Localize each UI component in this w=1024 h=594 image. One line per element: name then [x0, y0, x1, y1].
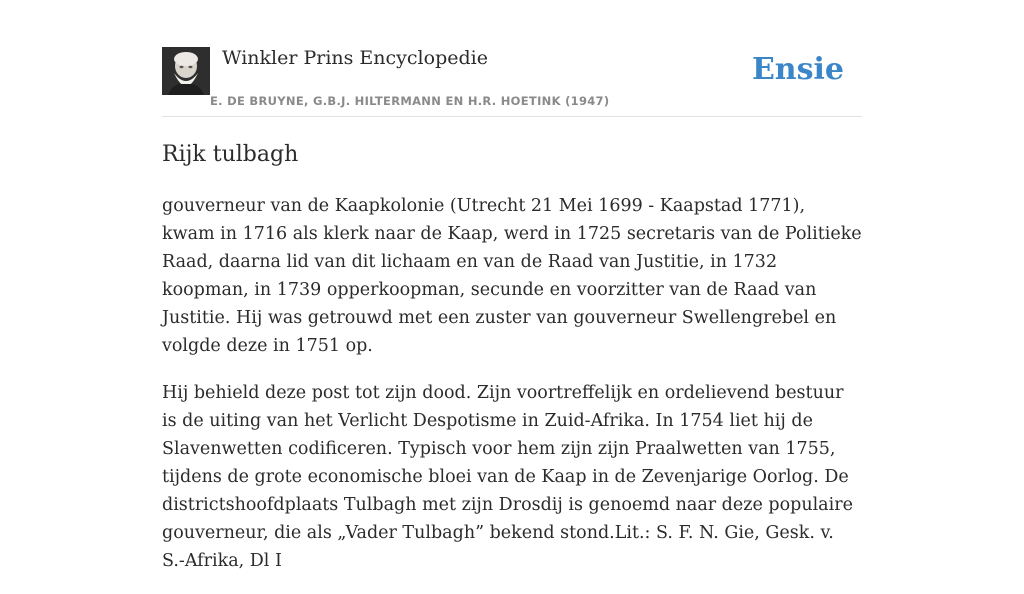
article-body [162, 192, 862, 594]
author-avatar[interactable] [162, 47, 210, 95]
brand-logo[interactable]: Ensie [751, 52, 844, 87]
article-paragraph: Hij behield deze post tot zijn dood. Zijn voortreffelijk en ordelievend bestuur is de uiting van het Verlicht Despotisme in Zuid-Afrika. In 1754 liet hij de Slavenwetten codificeren. Typisch voor hem zijn zijn Praalwetten van 1755, tijdens de grote economische bloei van de Kaap in de Zevenjarige Oorlog. De districtshoofdplaats Tulbagh met zijn Drosdij is genoemd naar deze populaire gouverneur, die als „Vader Tulbagh” bekend stond.Lit.: S. F. N. Gie, Gesk. v. S.-Afrika, Dl I [162, 383, 853, 571]
site-name[interactable]: Winkler Prins Encyclopedie [222, 47, 488, 69]
portrait-icon [162, 47, 210, 95]
article-title: Rijk tulbagh [162, 142, 299, 167]
authors-line: E. DE BRUYNE, G.B.J. HILTERMANN EN H.R. HOETINK (1947) [210, 94, 610, 108]
header [162, 46, 862, 117]
article-paragraph: gouverneur van de Kaapkolonie (Utrecht 21 Mei 1699 - Kaapstad 1771), kwam in 1716 als klerk naar de Kaap, werd in 1725 secretaris van de Politieke Raad, daarna lid van dit lichaam en van de Raad van Justitie, in 1732 koopman, in 1739 opperkoopman, secunde en voorzitter van de Raad van Justitie. Hij was getrouwd met een zuster van gouverneur Swellengrebel en volgde deze in 1751 op. [162, 196, 862, 356]
